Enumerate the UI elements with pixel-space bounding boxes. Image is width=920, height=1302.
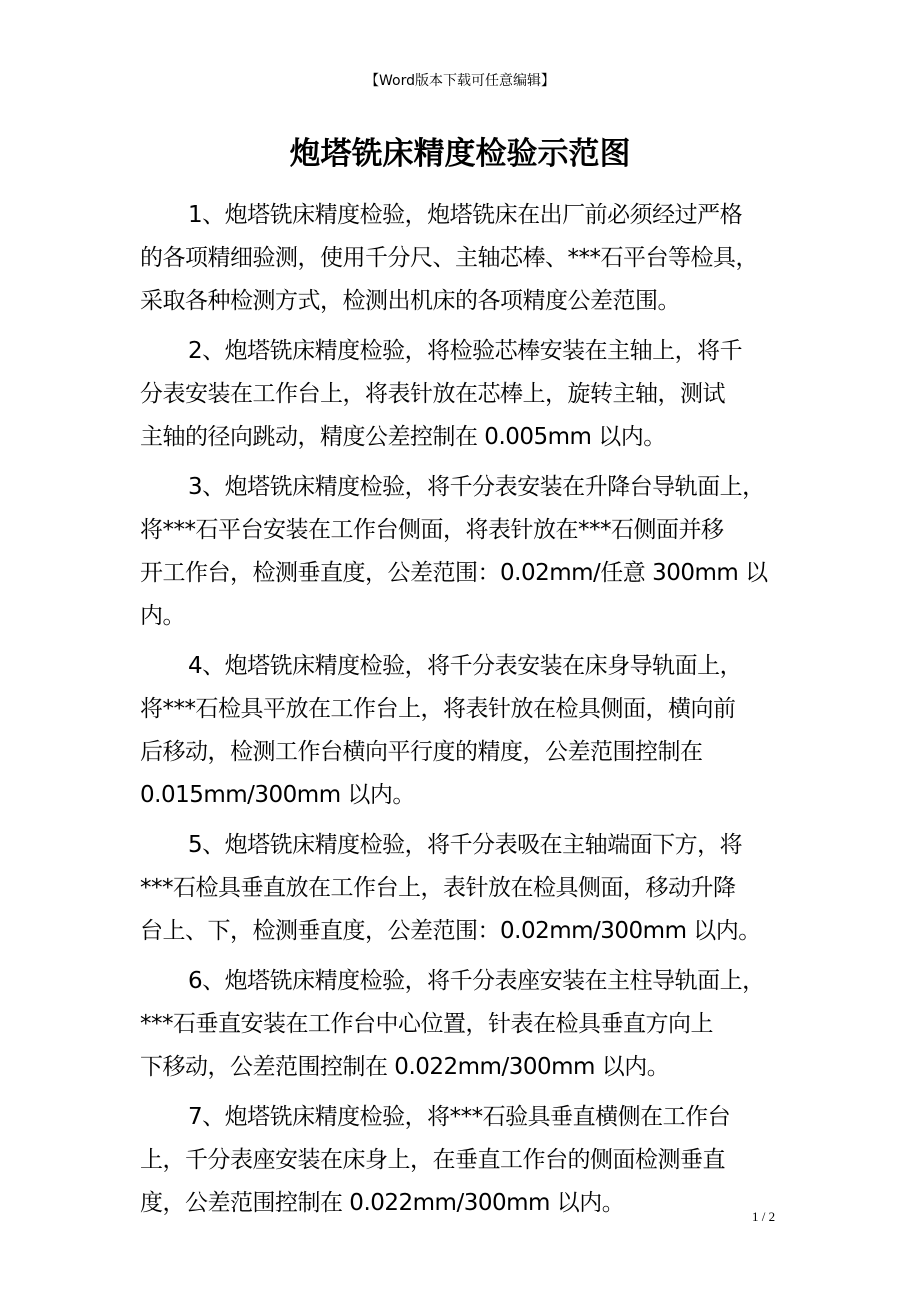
page-number: 1 / 2 bbox=[752, 1209, 776, 1224]
paragraph bbox=[140, 1096, 800, 1225]
paragraph-line: 上，千分表座安装在床身上，在垂直工作台的侧面检测垂直 bbox=[140, 1147, 725, 1173]
paragraph-line: 内。 bbox=[140, 603, 185, 629]
paragraph-line: 0.015mm/300mm 以内。 bbox=[140, 782, 415, 808]
paragraph-line: 下移动，公差范围控制在 0.022mm/300mm 以内。 bbox=[140, 1054, 670, 1080]
page-header: 【Word版本下载可任意编辑】 bbox=[365, 73, 555, 89]
paragraph-line: 6、炮塔铣床精度检验，将千分表座安装在主柱导轨面上， bbox=[188, 968, 765, 994]
paragraph-line: 将***石平台安装在工作台侧面，将表针放在***石侧面并移 bbox=[140, 517, 724, 543]
paragraph-line: ***石垂直安装在工作台中心位置，针表在检具垂直方向上 bbox=[140, 1011, 713, 1037]
paragraph-line: 分表安装在工作台上，将表针放在芯棒上，旋转主轴，测试 bbox=[140, 381, 725, 407]
paragraph-line: 3、炮塔铣床精度检验，将千分表安装在升降台导轨面上， bbox=[188, 474, 765, 500]
document-title: 炮塔铣床精度检验示范图 bbox=[289, 136, 631, 172]
document-body bbox=[140, 194, 800, 1232]
paragraph bbox=[140, 466, 800, 638]
paragraph-line: 主轴的径向跳动，精度公差控制在 0.005mm 以内。 bbox=[140, 424, 666, 450]
paragraph-line: 5、炮塔铣床精度检验，将千分表吸在主轴端面下方，将 bbox=[188, 832, 743, 858]
paragraph-line: ***石检具垂直放在工作台上，表针放在检具侧面，移动升降 bbox=[140, 875, 736, 901]
paragraph-line: 度，公差范围控制在 0.022mm/300mm 以内。 bbox=[140, 1190, 625, 1216]
paragraph-line: 台上、下，检测垂直度，公差范围：0.02mm/300mm 以内。 bbox=[140, 918, 761, 944]
paragraph bbox=[140, 960, 800, 1089]
paragraph bbox=[140, 824, 800, 953]
paragraph-line: 后移动，检测工作台横向平行度的精度，公差范围控制在 bbox=[140, 739, 703, 765]
paragraph-line: 7、炮塔铣床精度检验，将***石验具垂直横侧在工作台 bbox=[188, 1104, 731, 1130]
paragraph-line: 的各项精细验测，使用千分尺、主轴芯棒、***石平台等检具， bbox=[140, 245, 758, 271]
paragraph bbox=[140, 330, 800, 459]
paragraph-line: 开工作台，检测垂直度，公差范围：0.02mm/任意 300mm 以 bbox=[140, 560, 768, 586]
paragraph-line: 将***石检具平放在工作台上，将表针放在检具侧面，横向前 bbox=[140, 696, 736, 722]
paragraph bbox=[140, 194, 800, 323]
paragraph bbox=[140, 645, 800, 817]
paragraph-line: 2、炮塔铣床精度检验，将检验芯棒安装在主轴上，将千 bbox=[188, 338, 743, 364]
paragraph-line: 4、炮塔铣床精度检验，将千分表安装在床身导轨面上， bbox=[188, 653, 743, 679]
paragraph-line: 采取各种检测方式，检测出机床的各项精度公差范围。 bbox=[140, 288, 680, 314]
paragraph-line: 1、炮塔铣床精度检验，炮塔铣床在出厂前必须经过严格 bbox=[188, 202, 743, 228]
